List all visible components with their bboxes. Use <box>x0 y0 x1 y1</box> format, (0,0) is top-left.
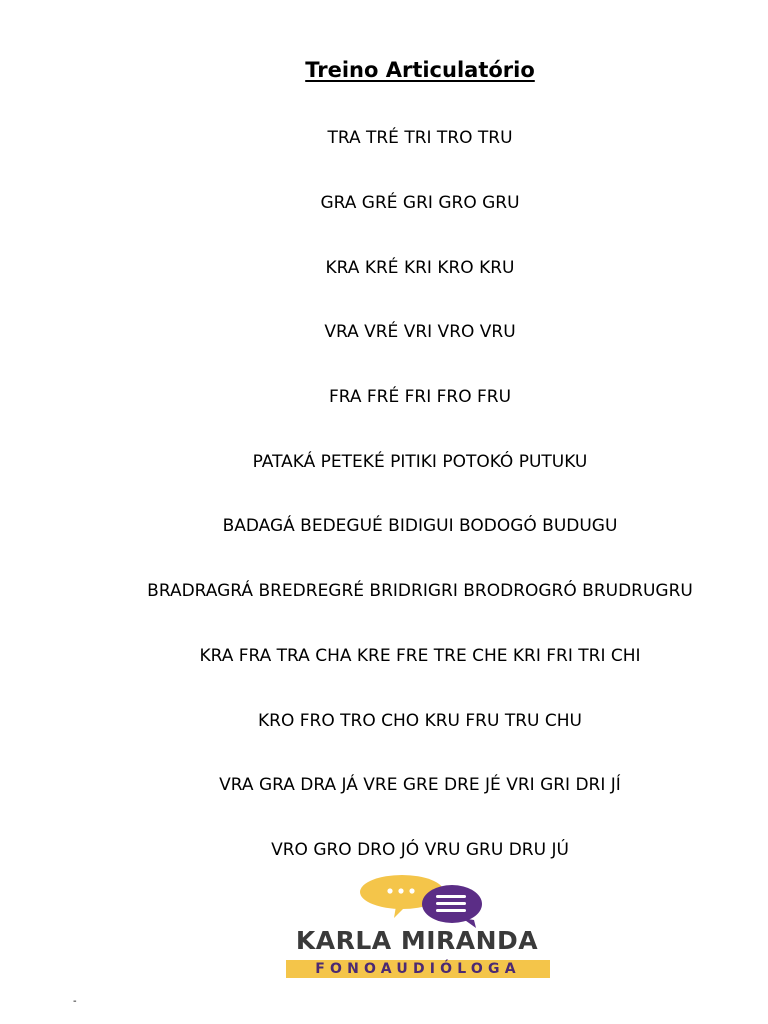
speech-bubbles-icon <box>284 872 550 930</box>
exercise-line: BADAGÁ BEDEGUÉ BIDIGUI BODOGÓ BUDUGU <box>222 516 618 536</box>
footer-mark: - <box>73 996 77 1007</box>
exercise-line: TRA TRÉ TRI TRO TRU <box>327 128 513 148</box>
exercise-line: KRA FRA TRA CHA KRE FRE TRE CHE KRI FRI TRI CHI <box>199 646 641 666</box>
exercise-line: PATAKÁ PETEKÉ PITIKI POTOKÓ PUTUKU <box>252 452 588 472</box>
exercise-line: VRA GRA DRA JÁ VRE GRE DRE JÉ VRI GRI DRI JÍ <box>219 775 621 795</box>
brand-logo <box>284 872 550 980</box>
exercise-line: KRO FRO TRO CHO KRU FRU TRU CHU <box>258 711 582 731</box>
exercise-line: VRA VRÉ VRI VRO VRU <box>324 322 516 342</box>
exercise-line: FRA FRÉ FRI FRO FRU <box>328 387 512 407</box>
exercise-line: VRO GRO DRO JÓ VRU GRU DRU JÚ <box>271 840 569 860</box>
exercise-line: GRA GRÉ GRI GRO GRU <box>320 193 520 213</box>
logo-subtitle: FONOAUDIÓLOGA <box>315 961 521 977</box>
page-title: Treino Articulatório <box>305 58 535 82</box>
exercise-line: BRADRAGRÁ BREDREGRÉ BRIDRIGRI BRODROGRÓ BRUDRUGRU <box>147 581 693 601</box>
logo-subtitle-bar <box>286 960 550 978</box>
exercise-line: KRA KRÉ KRI KRO KRU <box>325 258 515 278</box>
logo-name: KARLA MIRANDA <box>295 926 539 955</box>
